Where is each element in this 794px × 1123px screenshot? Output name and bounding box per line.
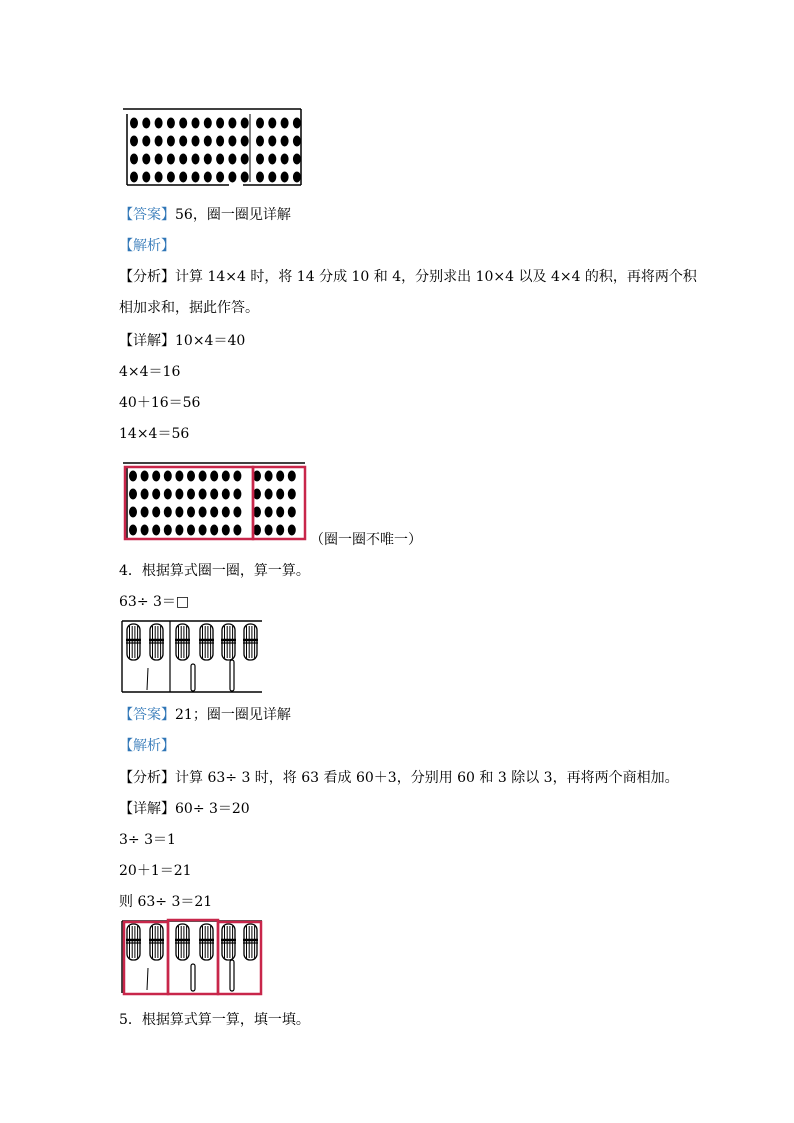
- dot: [210, 525, 218, 536]
- analysis-tag-2: 【解析】: [119, 738, 175, 754]
- dot: [256, 136, 264, 147]
- detail-line-1: [119, 332, 245, 350]
- dot: [265, 507, 273, 518]
- fenxi-line-2: [119, 299, 259, 317]
- dot: [141, 525, 149, 536]
- dot: [141, 507, 149, 518]
- dot: [155, 118, 163, 129]
- dot: [129, 507, 137, 518]
- fenxi-tag-2: 【分析】: [119, 770, 175, 786]
- dot: [268, 136, 276, 147]
- dot: [130, 136, 138, 147]
- dot: [199, 471, 207, 482]
- stick-bundle: [243, 924, 258, 960]
- single-stick: [191, 964, 195, 991]
- stick-bundle: [199, 624, 214, 660]
- dot: [175, 471, 183, 482]
- dot: [152, 471, 160, 482]
- fenxi-text-2: 相加求和，据此作答。: [119, 300, 259, 316]
- dot: [210, 471, 218, 482]
- dot: [164, 489, 172, 500]
- stick-bundle: [175, 924, 190, 960]
- stick-bundle: [199, 924, 214, 960]
- dot: [222, 471, 230, 482]
- dot: [228, 118, 236, 129]
- dot: [130, 118, 138, 129]
- dot: [179, 154, 187, 165]
- dot: [276, 471, 284, 482]
- dot: [142, 172, 150, 183]
- single-stick-sketch: [147, 668, 148, 690]
- dot: [222, 489, 230, 500]
- dot: [241, 154, 249, 165]
- dot: [141, 471, 149, 482]
- dot: [152, 489, 160, 500]
- dot: [216, 136, 224, 147]
- dot: [199, 525, 207, 536]
- fenxi-line-1: [119, 268, 697, 286]
- stick-bundles-circled-figure: [119, 918, 265, 996]
- detail-tag-2: 【详解】: [119, 801, 175, 817]
- dot: [276, 507, 284, 518]
- stick-bundles-svg: [119, 618, 265, 694]
- fenxi-text-b: 计算 63÷ 3 时，将 63 看成 60＋3，分别用 60 和 3 除以 3，再将两个商相加。: [175, 770, 679, 786]
- dot: [204, 172, 212, 183]
- dot: [228, 172, 236, 183]
- figure-note: （圈一圈不唯一）: [310, 532, 422, 548]
- dot: [265, 471, 273, 482]
- dot: [268, 154, 276, 165]
- analysis-tag: 【解析】: [119, 238, 175, 254]
- dot: [175, 525, 183, 536]
- dot: [233, 507, 241, 518]
- stick-bundle: [243, 624, 258, 660]
- answer-line-2: [119, 706, 291, 724]
- analysis-heading-2: [119, 737, 175, 755]
- detail-line-b4: 则 63÷ 3＝21: [119, 894, 213, 910]
- stick-bundle: [126, 624, 141, 660]
- dot: [187, 525, 195, 536]
- analysis-heading-1: [119, 237, 175, 255]
- dot: [167, 172, 175, 183]
- dot: [288, 471, 296, 482]
- question-5-title: 5．根据算式算一算，填一填。: [119, 1012, 310, 1028]
- dot: [155, 136, 163, 147]
- dot: [130, 172, 138, 183]
- dot: [210, 489, 218, 500]
- fenxi-text: 计算 14×4 时，将 14 分成 10 和 4，分别求出 10×4 以及 4×4 的积，再将两个积: [175, 269, 697, 285]
- dot: [152, 507, 160, 518]
- dot: [293, 136, 301, 147]
- dot: [175, 489, 183, 500]
- stick-bundles-circled-svg: [119, 918, 265, 996]
- dot: [241, 136, 249, 147]
- dot: [142, 136, 150, 147]
- dot: [216, 172, 224, 183]
- dot: [141, 489, 149, 500]
- detail-line-2: 4×4＝16: [119, 364, 181, 380]
- stick-bundle: [221, 924, 236, 960]
- stick-bundles-figure: [119, 618, 265, 694]
- detail-line-3: 40＋16＝56: [119, 395, 201, 411]
- dot: [204, 118, 212, 129]
- dot: [222, 507, 230, 518]
- stick-bundle: [149, 924, 164, 960]
- dot: [204, 154, 212, 165]
- detail-line-b2: 3÷ 3＝1: [119, 832, 176, 848]
- dot: [187, 507, 195, 518]
- dot: [281, 172, 289, 183]
- dot: [281, 154, 289, 165]
- dot: [288, 507, 296, 518]
- dot: [155, 172, 163, 183]
- dot: [142, 154, 150, 165]
- dot: [179, 136, 187, 147]
- single-stick: [191, 664, 195, 691]
- dot: [281, 136, 289, 147]
- answer-text-2: 21；圈一圈见详解: [175, 707, 291, 723]
- dot-grid-svg: [119, 106, 305, 188]
- dot: [228, 154, 236, 165]
- dot: [192, 118, 200, 129]
- dot: [167, 154, 175, 165]
- dot: [187, 489, 195, 500]
- dot: [199, 489, 207, 500]
- question-4-title: 4．根据算式圈一圈，算一算。: [119, 563, 310, 579]
- single-stick: [230, 660, 234, 691]
- dot-grid-figure: [119, 106, 305, 188]
- dot: [167, 118, 175, 129]
- stick-bundle: [221, 624, 236, 660]
- dot: [129, 525, 137, 536]
- detail-tag: 【详解】: [119, 333, 175, 349]
- dot: [293, 172, 301, 183]
- stick-bundle: [149, 624, 164, 660]
- dot: [179, 172, 187, 183]
- dot: [199, 507, 207, 518]
- dot: [281, 118, 289, 129]
- dot: [216, 154, 224, 165]
- dot: [233, 471, 241, 482]
- dot: [222, 525, 230, 536]
- dot: [204, 136, 212, 147]
- dot-grid-circled-figure: [119, 460, 309, 542]
- dot: [241, 118, 249, 129]
- detail-line-4: 14×4＝56: [119, 426, 190, 442]
- dot: [265, 489, 273, 500]
- dot: [265, 525, 273, 536]
- dot: [164, 525, 172, 536]
- single-stick-sketch: [147, 968, 148, 990]
- stick-bundle: [126, 924, 141, 960]
- dot: [256, 118, 264, 129]
- dot: [288, 489, 296, 500]
- dot: [268, 118, 276, 129]
- dot: [241, 172, 249, 183]
- answer-text: 56，圈一圈见详解: [175, 207, 291, 223]
- dot: [129, 489, 137, 500]
- dot: [192, 154, 200, 165]
- dot: [276, 489, 284, 500]
- detail-line-b3: 20＋1＝21: [119, 863, 192, 879]
- dot: [256, 172, 264, 183]
- dot: [233, 525, 241, 536]
- dot: [179, 118, 187, 129]
- dot: [164, 507, 172, 518]
- dot: [216, 118, 224, 129]
- dot: [164, 471, 172, 482]
- dot: [192, 136, 200, 147]
- dot: [142, 118, 150, 129]
- dot: [276, 525, 284, 536]
- answer-tag-2: 【答案】: [119, 707, 175, 723]
- dot: [288, 525, 296, 536]
- dot-grid-circled-svg: [119, 460, 309, 542]
- detail-line-b1: [119, 800, 250, 818]
- dot: [155, 154, 163, 165]
- dot: [233, 489, 241, 500]
- detail-eq-b1: 60÷ 3＝20: [175, 801, 250, 817]
- dot: [210, 507, 218, 518]
- dot: [167, 136, 175, 147]
- detail-eq-1: 10×4＝40: [175, 333, 246, 349]
- answer-tag: 【答案】: [119, 207, 175, 223]
- question-4-equation: 63÷ 3＝□: [119, 594, 190, 610]
- fenxi-tag: 【分析】: [119, 269, 175, 285]
- stick-bundle: [175, 624, 190, 660]
- dot: [256, 154, 264, 165]
- dot: [152, 525, 160, 536]
- dot: [268, 172, 276, 183]
- dot: [228, 136, 236, 147]
- dot: [293, 154, 301, 165]
- dot: [192, 172, 200, 183]
- fenxi-line-b: [119, 769, 679, 787]
- dot: [187, 471, 195, 482]
- dot: [129, 471, 137, 482]
- dot: [293, 118, 301, 129]
- single-stick: [230, 960, 234, 991]
- answer-line-1: [119, 206, 291, 224]
- dot: [130, 154, 138, 165]
- dot: [175, 507, 183, 518]
